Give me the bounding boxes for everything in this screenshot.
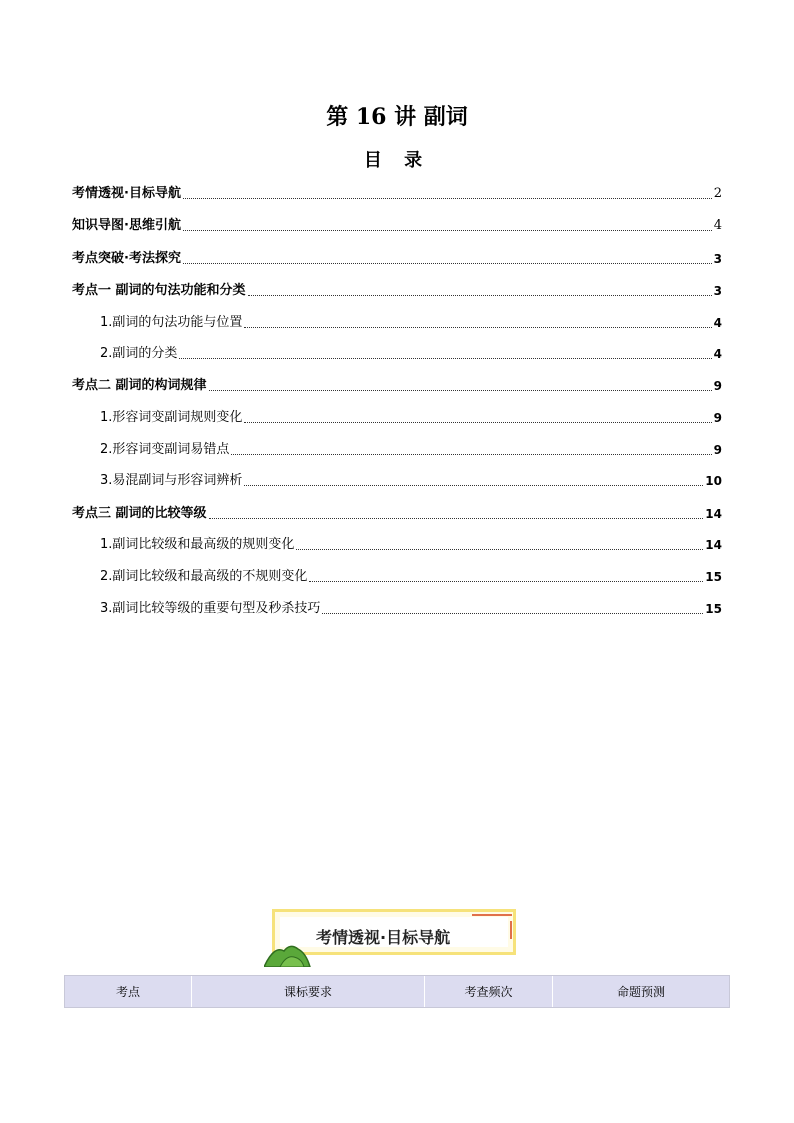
banner-accent-line bbox=[472, 914, 512, 916]
toc-leader-dots bbox=[244, 484, 703, 486]
toc-leader-dots bbox=[209, 389, 712, 391]
toc-entry[interactable] bbox=[72, 506, 722, 522]
toc-entry[interactable] bbox=[72, 378, 722, 394]
toc-entry-page: 3 bbox=[713, 284, 722, 298]
toc-entry-text: 考点一 副词的句法功能和分类 bbox=[72, 283, 246, 298]
toc-leader-dots bbox=[296, 548, 703, 550]
toc-entry-text: 考情透视·目标导航 bbox=[72, 186, 181, 201]
toc-leader-dots bbox=[244, 421, 711, 423]
banner-title: 考情透视·目标导航 bbox=[316, 928, 451, 947]
toc-entry-text: 2.形容词变副词易错点 bbox=[100, 442, 230, 457]
table-header-cell: 考查频次 bbox=[425, 976, 553, 1007]
table-header-cell: 考点 bbox=[65, 976, 192, 1007]
toc-leader-dots bbox=[179, 357, 711, 359]
toc-entry[interactable] bbox=[100, 569, 722, 585]
toc-entry[interactable] bbox=[100, 315, 722, 331]
toc-leader-dots bbox=[209, 517, 704, 519]
exam-analysis-table-header bbox=[64, 975, 730, 1008]
toc-entry-text: 1.形容词变副词规则变化 bbox=[100, 410, 243, 425]
toc-entry[interactable] bbox=[72, 283, 722, 299]
toc-entry[interactable] bbox=[100, 473, 722, 489]
toc-entry[interactable] bbox=[72, 218, 722, 234]
toc-entry[interactable] bbox=[100, 410, 722, 426]
toc-leader-dots bbox=[231, 453, 711, 455]
toc-entry[interactable] bbox=[72, 251, 722, 267]
toc-entry-page: 2 bbox=[713, 186, 722, 201]
toc-entry[interactable] bbox=[100, 537, 722, 553]
toc-entry[interactable] bbox=[100, 346, 722, 362]
toc-entry-text: 考点二 副词的构词规律 bbox=[72, 378, 207, 393]
toc-entry-page: 9 bbox=[713, 411, 722, 425]
toc-heading: 目 录 bbox=[363, 150, 431, 171]
toc-entry-text: 3.副词比较等级的重要句型及秒杀技巧 bbox=[100, 601, 321, 616]
page-title: 第 16 讲 副词 bbox=[326, 104, 468, 130]
green-hills-icon bbox=[264, 941, 312, 967]
toc-leader-dots bbox=[183, 262, 712, 264]
toc-entry-page: 15 bbox=[705, 602, 722, 616]
toc-entry-page: 4 bbox=[713, 218, 722, 233]
toc-entry[interactable] bbox=[72, 186, 722, 202]
toc-entry-page: 4 bbox=[713, 316, 722, 330]
banner-accent-line bbox=[510, 921, 512, 939]
toc-entry-page: 10 bbox=[705, 474, 722, 488]
toc-entry-page: 9 bbox=[713, 379, 722, 393]
toc-leader-dots bbox=[309, 580, 703, 582]
toc-leader-dots bbox=[183, 229, 712, 231]
toc-entry-text: 考点三 副词的比较等级 bbox=[72, 506, 207, 521]
toc-entry[interactable] bbox=[100, 442, 722, 458]
toc-leader-dots bbox=[322, 612, 703, 614]
toc-entry-text: 2.副词比较级和最高级的不规则变化 bbox=[100, 569, 308, 584]
toc-entry-text: 1.副词比较级和最高级的规则变化 bbox=[100, 537, 295, 552]
toc-entry-text: 知识导图·思维引航 bbox=[72, 218, 181, 233]
toc-entry-text: 考点突破·考法探究 bbox=[72, 251, 181, 266]
toc-entry-page: 9 bbox=[713, 443, 722, 457]
toc-leader-dots bbox=[248, 294, 712, 296]
toc-entry-page: 14 bbox=[705, 538, 722, 552]
table-header-cell: 课标要求 bbox=[192, 976, 425, 1007]
toc-entry-text: 2.副词的分类 bbox=[100, 346, 178, 361]
toc-entry-text: 1.副词的句法功能与位置 bbox=[100, 315, 243, 330]
table-header-cell: 命题预测 bbox=[616, 985, 665, 999]
toc-entry-text: 3.易混副词与形容词辨析 bbox=[100, 473, 243, 488]
toc-entry-page: 15 bbox=[705, 570, 722, 584]
toc-entry-page: 14 bbox=[705, 507, 722, 521]
toc-leader-dots bbox=[183, 197, 712, 199]
toc-entry[interactable] bbox=[100, 601, 722, 617]
section-banner bbox=[272, 909, 522, 961]
toc-entry-page: 3 bbox=[713, 252, 722, 266]
toc-leader-dots bbox=[244, 326, 711, 328]
toc-entry-page: 4 bbox=[713, 347, 722, 361]
